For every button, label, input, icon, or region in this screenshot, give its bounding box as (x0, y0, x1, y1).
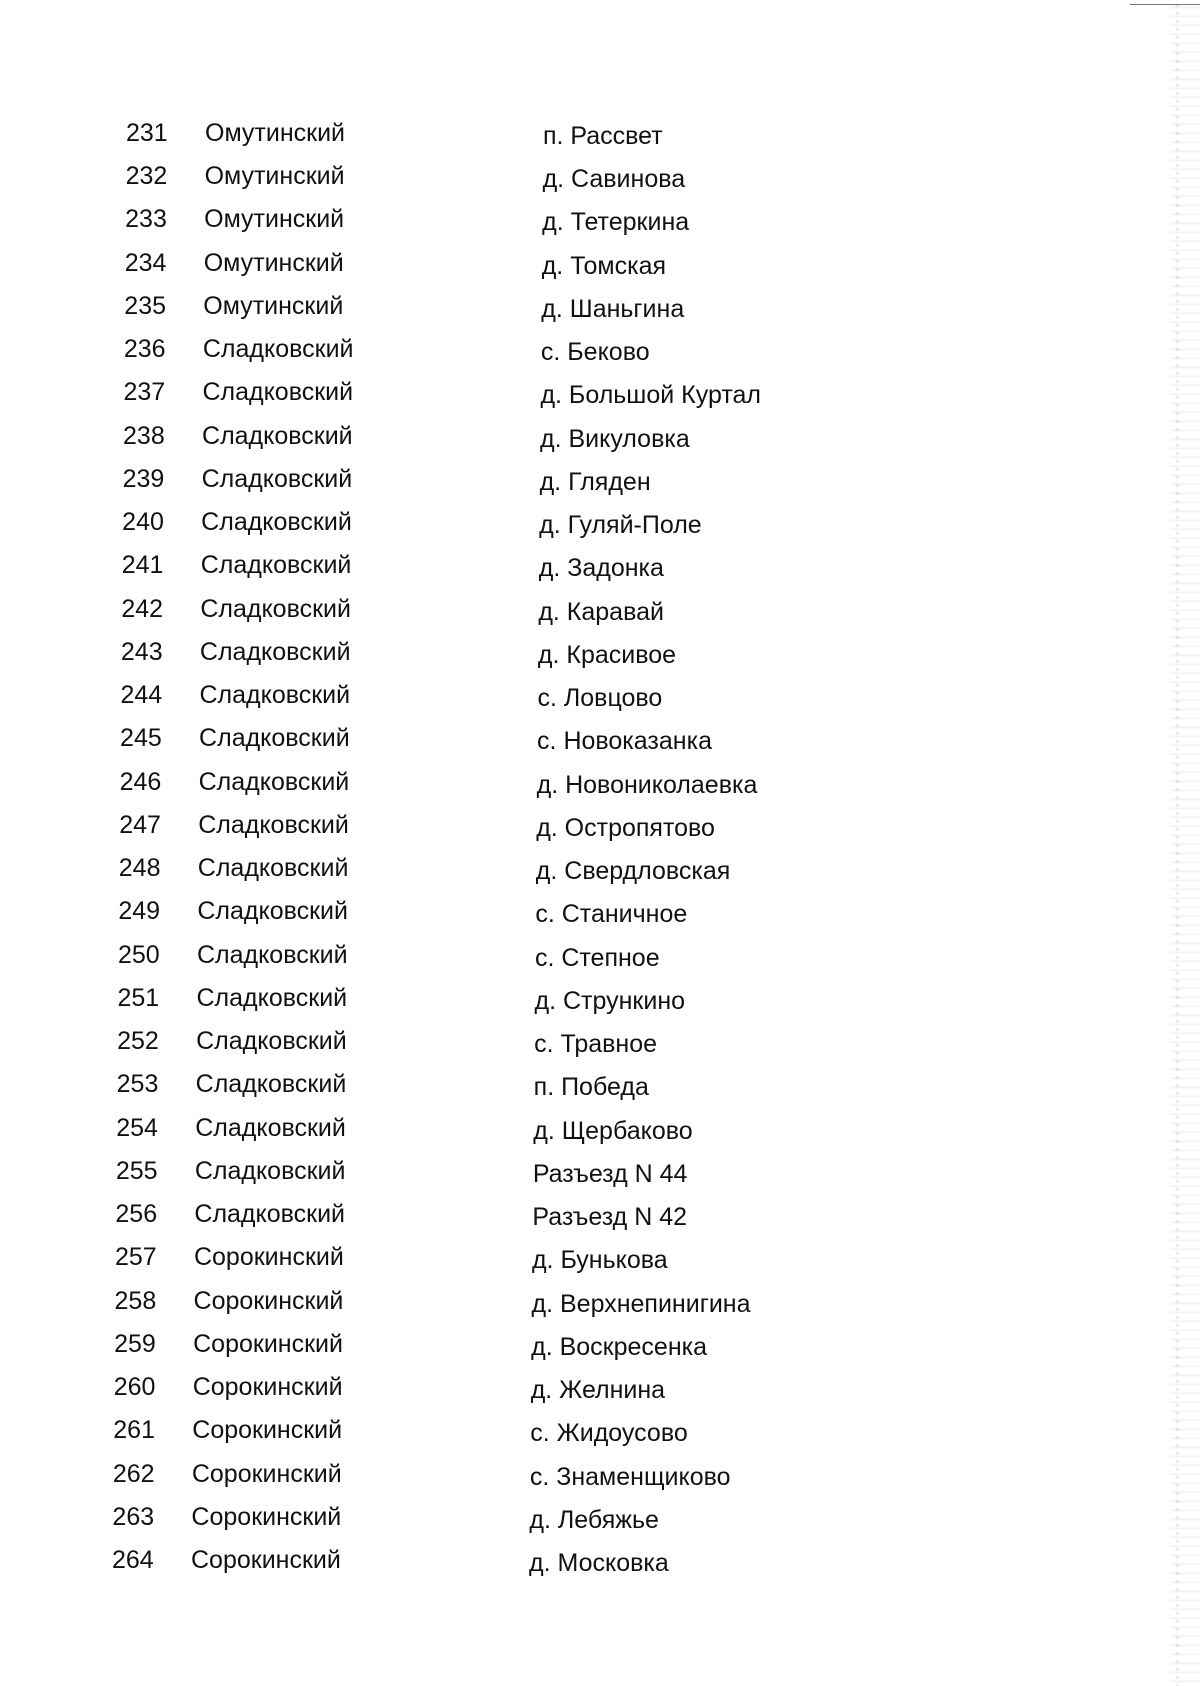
table-row (0, 507, 1200, 547)
table-row (0, 334, 1200, 374)
row-number: 262 (112, 1459, 155, 1488)
locality-name: д. Гляден (539, 467, 651, 496)
table-row (0, 1459, 1200, 1499)
locality-name: д. Стрункино (534, 986, 686, 1015)
locality-name: д. Савинова (542, 165, 686, 194)
district-name: Сладковский (200, 551, 352, 580)
locality-name: д. Лебяжье (529, 1505, 659, 1534)
district-name: Сладковский (196, 1027, 347, 1056)
table-row (0, 983, 1200, 1023)
table-row (0, 1026, 1200, 1066)
table-row (0, 637, 1200, 677)
row-number: 239 (122, 464, 165, 493)
district-name: Омутинский (204, 162, 345, 191)
row-number: 253 (116, 1070, 159, 1099)
district-name: Сладковский (199, 681, 351, 710)
district-name: Сладковский (202, 335, 354, 364)
row-number: 252 (117, 1027, 159, 1056)
table-row (0, 550, 1200, 590)
locality-name: д. Каравай (538, 597, 664, 626)
row-number: 245 (120, 724, 162, 753)
row-number: 259 (114, 1329, 156, 1358)
locality-name: с. Ловцово (537, 684, 663, 713)
row-number: 254 (116, 1113, 158, 1142)
table-row (0, 810, 1200, 850)
locality-name: д. Викуловка (540, 424, 690, 453)
locality-name: Разъезд N 44 (532, 1159, 688, 1188)
table-row (0, 377, 1200, 417)
locality-name: с. Травное (534, 1030, 658, 1059)
district-name: Сорокинский (193, 1286, 344, 1315)
locality-name: п. Рассвет (543, 122, 663, 150)
row-number: 236 (123, 335, 166, 364)
locality-name: д. Московка (529, 1549, 669, 1577)
district-name: Сорокинский (193, 1243, 344, 1272)
district-name: Сладковский (198, 810, 349, 839)
row-number: 257 (114, 1243, 157, 1272)
district-name: Сорокинский (191, 1502, 342, 1531)
table-row (0, 291, 1200, 331)
row-number: 241 (121, 551, 164, 580)
district-name: Сладковский (198, 767, 350, 796)
district-name: Сладковский (200, 594, 351, 623)
table-row (0, 1329, 1200, 1369)
locality-name: д. Бунькова (531, 1246, 668, 1275)
locality-name: д. Большой Куртал (540, 381, 761, 410)
district-name: Сладковский (201, 508, 352, 537)
district-name: Сладковский (197, 854, 349, 883)
locality-name: д. Свердловская (535, 857, 731, 886)
row-number: 263 (112, 1502, 155, 1531)
row-number: 261 (113, 1416, 155, 1445)
locality-name: д. Остропятово (536, 813, 715, 842)
locality-name: с. Знаменщиково (529, 1462, 731, 1491)
district-name: Сорокинский (191, 1546, 341, 1574)
locality-name: с. Станичное (535, 900, 688, 929)
district-name: Омутинский (203, 248, 344, 277)
district-name: Омутинский (203, 291, 344, 320)
locality-name: с. Беково (540, 338, 650, 367)
table-row (0, 1156, 1200, 1196)
district-name: Сорокинский (191, 1459, 342, 1488)
locality-name: д. Красивое (537, 640, 677, 669)
row-number: 242 (121, 594, 164, 623)
table-row (0, 1502, 1200, 1542)
district-name: Сладковский (194, 1156, 346, 1185)
row-number: 264 (112, 1546, 154, 1574)
row-number: 244 (120, 681, 163, 710)
row-number: 247 (119, 810, 161, 839)
table-row (0, 767, 1200, 807)
table-row (0, 1113, 1200, 1153)
district-name: Сладковский (195, 1070, 347, 1099)
row-number: 232 (125, 162, 168, 191)
row-number: 235 (124, 291, 167, 320)
district-name: Сладковский (194, 1200, 346, 1229)
row-number: 260 (113, 1373, 156, 1402)
table-row (0, 1545, 1200, 1585)
table-row (0, 1286, 1200, 1326)
table-row (0, 118, 1200, 158)
row-number: 258 (114, 1286, 157, 1315)
row-number: 237 (123, 378, 166, 407)
district-name: Сладковский (197, 897, 348, 926)
row-number: 234 (124, 248, 167, 277)
locality-name: д. Тетеркина (542, 208, 690, 237)
district-name: Сладковский (202, 378, 354, 407)
row-number: 233 (125, 205, 167, 234)
table-row (0, 204, 1200, 244)
table-row (0, 1069, 1200, 1109)
district-name: Омутинский (204, 205, 345, 234)
row-number: 249 (118, 897, 161, 926)
table-row (0, 1242, 1200, 1282)
locality-name: с. Жидоусово (530, 1419, 688, 1448)
district-name: Сладковский (202, 421, 353, 450)
table-row (0, 1199, 1200, 1239)
table-row (0, 1372, 1200, 1412)
table-row (0, 1415, 1200, 1455)
locality-name: п. Победа (533, 1073, 649, 1102)
table-row (0, 421, 1200, 461)
locality-name: д. Томская (541, 251, 667, 280)
district-name: Сорокинский (192, 1373, 343, 1402)
district-name: Сладковский (195, 1113, 346, 1142)
locality-name: д. Гуляй-Поле (539, 511, 702, 540)
district-name: Сорокинский (193, 1329, 343, 1358)
row-number: 248 (118, 854, 161, 883)
table-row (0, 464, 1200, 504)
table-row (0, 940, 1200, 980)
table-row (0, 853, 1200, 893)
district-name: Сладковский (196, 940, 348, 969)
locality-name: д. Верхнепинигина (531, 1289, 751, 1318)
row-number: 243 (120, 637, 163, 666)
table-row (0, 723, 1200, 763)
row-number: 238 (123, 421, 165, 450)
locality-name: д. Шаньгина (541, 294, 685, 323)
table-row (0, 248, 1200, 288)
table-row (0, 161, 1200, 201)
row-number: 250 (117, 940, 160, 969)
locality-name: Разъезд N 42 (532, 1203, 688, 1232)
district-name: Сладковский (199, 724, 350, 753)
row-number: 255 (115, 1156, 158, 1185)
locality-name: д. Новониколаевка (536, 770, 758, 799)
district-name: Сорокинский (192, 1416, 343, 1445)
district-name: Сладковский (201, 464, 353, 493)
locality-name: с. Степное (534, 943, 660, 972)
district-name: Сладковский (196, 983, 348, 1012)
table-row (0, 594, 1200, 634)
row-number: 231 (126, 119, 168, 147)
locality-name: д. Желнина (530, 1376, 666, 1405)
row-number: 246 (119, 767, 162, 796)
locality-name: с. Новоказанка (537, 727, 712, 756)
locality-name: д. Задонка (538, 554, 664, 583)
locality-name: д. Щербаково (533, 1116, 693, 1145)
table-row (0, 680, 1200, 720)
locality-name: д. Воскресенка (531, 1332, 708, 1361)
row-number: 256 (115, 1200, 158, 1229)
row-number: 251 (117, 983, 160, 1012)
district-name: Сладковский (199, 637, 351, 666)
district-name: Омутинский (205, 119, 346, 147)
table-row (0, 896, 1200, 936)
row-number: 240 (122, 508, 164, 537)
